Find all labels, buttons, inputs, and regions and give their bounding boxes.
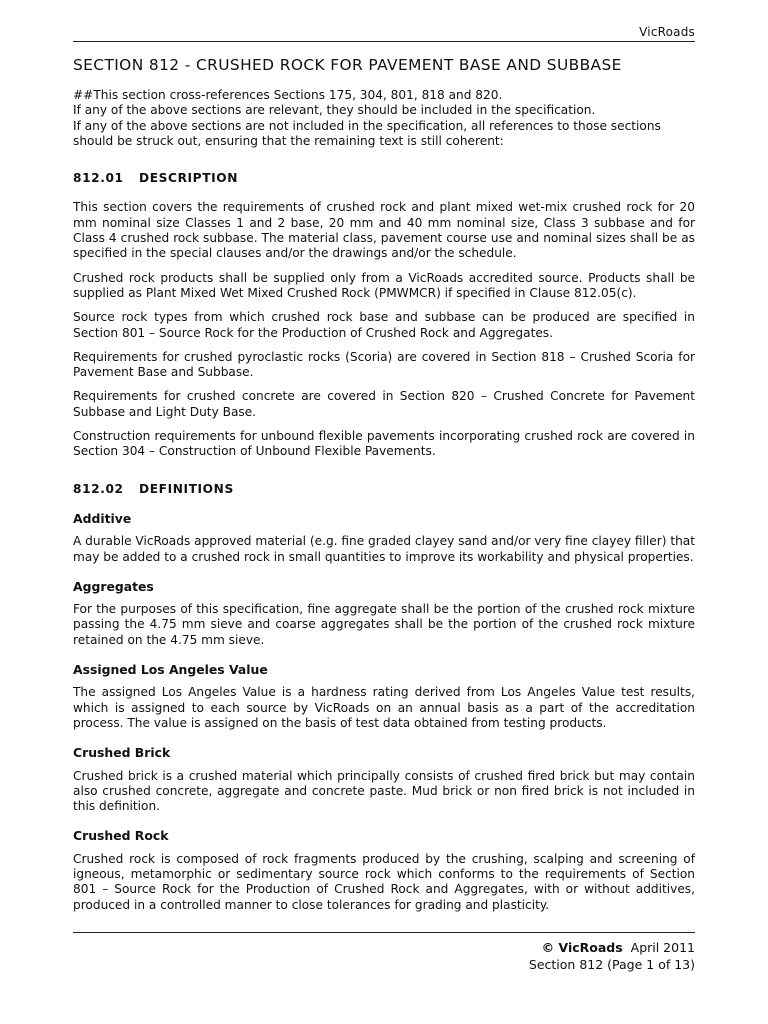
document-page	[73, 0, 695, 1024]
paragraph: Source rock types from which crushed rock base and subbase can be produced are specified in Section 801 – Source Rock for the Production of Crushed Rock and Aggregates.	[73, 310, 695, 340]
term-definition: A durable VicRoads approved material (e.g. fine graded clayey sand and/or very fine clayey filler) that may be added to a crushed rock in small quantities to improve its workability and physical properties.	[73, 534, 696, 564]
paragraph: Construction requirements for unbound flexible pavements incorporating crushed rock are covered in Section 304 – Construction of Unbound Flexible Pavements.	[73, 429, 695, 459]
paragraph: This section covers the requirements of crushed rock and plant mixed wet-mix crushed rock for 20 mm nominal size Classes 1 and 2 base, 20 mm and 40 mm nominal size, Class 3 subbase and for Class 4 crushed rock subbase. The material class, pavement course use and nominal sizes shall be as specified in the special clauses and/or the drawings and/or the schedule.	[73, 200, 695, 261]
term-heading: Crushed Rock	[73, 828, 169, 844]
footer-copyright-line	[542, 940, 695, 955]
footer-copyright: © VicRoads	[541, 940, 623, 955]
section-title: SECTION 812 - CRUSHED ROCK FOR PAVEMENT BASE AND SUBBASE	[73, 56, 622, 74]
term-heading: Crushed Brick	[73, 745, 171, 761]
section-number: 812.02	[73, 481, 124, 496]
footer-page-ref: Section 812 (Page 1 of 13)	[528, 957, 695, 972]
section-heading: DEFINITIONS	[139, 481, 234, 496]
footer-date: April 2011	[630, 940, 695, 955]
term-heading: Additive	[73, 510, 132, 526]
heading-description	[73, 171, 695, 186]
intro-line: If any of the above sections are relevant, they should be included in the specification.	[73, 103, 596, 118]
term-definition: Crushed brick is a crushed material which principally consists of crushed fired brick but may contain also crushed concrete, aggregate and concrete paste. Mud brick or non fired brick is not included in this definition.	[73, 768, 695, 814]
heading-definitions	[73, 482, 695, 497]
document-body	[73, 88, 695, 922]
paragraph: Crushed rock products shall be supplied only from a VicRoads accredited source. Products shall be supplied as Plant Mixed Wet Mixed Crushed Rock (PMWMCR) if specified in Clause 812.05(c).	[73, 270, 695, 300]
footer-rule	[73, 932, 695, 933]
term-definition: For the purposes of this specification, fine aggregate shall be the portion of the crushed rock mixture passing the 4.75 mm sieve and coarse aggregates shall be the portion of the crushed rock mixture retained on the 4.75 mm sieve.	[73, 602, 695, 647]
section-heading: DESCRIPTION	[139, 171, 239, 186]
term-heading: Aggregates	[73, 578, 154, 594]
term-definition: Crushed rock is composed of rock fragments produced by the crushing, scalping and screening of igneous, metamorphic or sedimentary source rock which conforms to the requirements of Section 801 – Source Rock for the Production of Crushed Rock and Aggregates, with or without additives, produced in a controlled manner to close tolerances for grading and plasticity.	[73, 851, 695, 912]
paragraph: Requirements for crushed concrete are covered in Section 820 – Crushed Concrete for Pavement Subbase and Light Duty Base.	[73, 389, 695, 419]
paragraph: Requirements for crushed pyroclastic rocks (Scoria) are covered in Section 818 – Crushed Scoria for Pavement Base and Subbase.	[73, 349, 695, 380]
term-definition: The assigned Los Angeles Value is a hardness rating derived from Los Angeles Value test results, which is assigned to each source by VicRoads on an annual basis as a part of the accreditation process. The value is assigned on the basis of test data obtained from testing products.	[73, 685, 695, 730]
intro-line: If any of the above sections are not included in the specification, all references to those sections should be struck out, ensuring that the remaining text is still coherent:	[73, 118, 661, 148]
section-number: 812.01	[73, 171, 124, 186]
term-heading: Assigned Los Angeles Value	[73, 662, 268, 678]
intro-line: ##This section cross-references Sections 175, 304, 801, 818 and 820.	[73, 88, 503, 102]
header-org: VicRoads	[639, 25, 695, 39]
header-rule	[73, 41, 695, 42]
